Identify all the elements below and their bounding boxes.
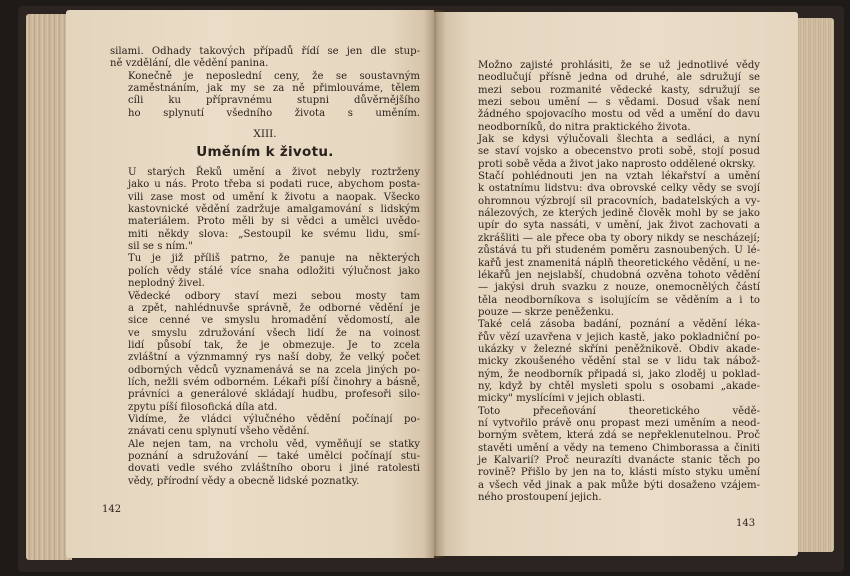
- text-line: žádného spojovacího mostu od věd a umění do davu: [478, 109, 760, 121]
- text-line: se staví vojsko a obecenstvo proti sobě, stojí posud: [478, 146, 760, 158]
- text-line: silami. Odhady takových případů řídí se jen dle stup-: [110, 46, 420, 57]
- text-line: zpytu píší filosofická díla atd.: [128, 401, 278, 413]
- text-line: nálezových, ze kterých jedině člověk mohl by se jako: [478, 208, 760, 220]
- text-line: mezi sebou umění — s vědami. Dosud však není: [478, 97, 760, 109]
- text-line: ny, když by chtěl mysleti spolu s osobami „akade-: [478, 380, 760, 392]
- text-line: ně vzdělání, dle vědění panina.: [110, 58, 269, 70]
- text-line: borným světem, která zdá se nepřeklenutelnou. Proč: [478, 430, 760, 442]
- text-line: ve smyslu združování všech lidí že na voinost: [128, 327, 420, 339]
- right-paragraph-2: [460, 134, 760, 171]
- text-line: Vidíme, že vládci výlučného vědění počínají po-: [128, 413, 420, 425]
- right-paragraph-4: [460, 319, 760, 405]
- text-line: Vědecké odbory staví mezi sebou mosty tam: [128, 290, 420, 302]
- text-line: Ale nejen tam, na vrcholu věd, vyměňují se statky: [128, 438, 420, 450]
- text-line: ní vytvořilo právě onu propast mezi uměním a neod-: [478, 417, 760, 429]
- left-page-text: [110, 46, 420, 488]
- text-line: sil se s ním.": [128, 241, 193, 253]
- text-line: proti sobě věda a život jako naprosto oddělené okrsky.: [478, 158, 756, 170]
- text-line: micky" myslícími v jejich oblasti.: [478, 393, 646, 405]
- text-line: ukázky v železné skříni peněžnikově. Obdiv akade-: [478, 343, 760, 355]
- text-line: U starých Řeků umění a život nebyly roztrženy: [128, 167, 420, 179]
- left-paragraph-1: [110, 167, 420, 253]
- text-line: a zpět, nahlédnuvše správně, že odborné vědění je: [128, 302, 420, 314]
- text-line: pouze — skrze peněženku.: [478, 306, 614, 318]
- text-line: upír do syta nassáti, v umění, jak život zachovati a: [478, 220, 760, 232]
- left-paragraph-3: [110, 291, 420, 414]
- text-line: Stačí pohlédnouti jen na vztah lékařství a umění: [478, 171, 760, 183]
- text-line: micky zkoušeného vědění stal se v lidu tak nábož-: [478, 356, 760, 368]
- text-line: lích, nežli svém odborném. Lékaři píší činohry a básně,: [128, 376, 420, 388]
- text-line: stavěti umění a vědy na temeno Chimborassa a činiti: [478, 442, 760, 454]
- text-line: ným, že neodborník připadá si, jako zloděj u poklad-: [478, 368, 760, 380]
- text-line: lidí působí tak, že je obmezuje. Je to zcela: [128, 339, 420, 351]
- text-line: odborných vědců vyznamenává se na zcela jiných po-: [128, 364, 420, 376]
- text-line: Toto přeceňování theoretického vědě-: [478, 405, 760, 417]
- text-line: materiálem. Proto měli by si vědci a umělci uvědo-: [128, 216, 420, 228]
- page-number-left: 142: [102, 504, 122, 515]
- text-line: miti někdy slova: „Sestoupil ke svému lidu, smí-: [128, 228, 420, 240]
- text-line: znávati cenu splynutí všeho vědění.: [128, 426, 310, 438]
- text-line: zkrášliti — ale přece oba ty obory nikdy se nescházejí;: [478, 232, 760, 244]
- text-line: Konečně je neposlední ceny, že se soustavným: [128, 70, 420, 82]
- right-page: [434, 12, 798, 556]
- text-line: ohromnou výzbrojí sil pracovních, badatelských a vy-: [478, 195, 760, 207]
- text-line: vědy, přírodní vědy a obecně lidské poznatky.: [128, 475, 360, 487]
- text-line: polích vědy stálé více snaha odložiti výlučnost jako: [128, 265, 420, 277]
- right-page-text: [460, 60, 760, 504]
- text-line: Možno zajisté prohlásiti, že se už jednotlivé vědy: [478, 60, 760, 71]
- left-paragraph-4: [110, 414, 420, 439]
- text-line: dovati vedle svého zvláštního oboru i jiné ratolesti: [128, 463, 420, 475]
- right-paragraph-5: [460, 406, 760, 505]
- left-intro-paragraph: [110, 46, 420, 71]
- text-line: cíli ku přípravnému stupni důvěrnějšího: [128, 95, 420, 107]
- text-line: — jakýsi druh svazku z nouze, onemocnělých částí: [478, 282, 760, 294]
- text-line: rovině? Přišlo by jen na to, klásti místo styku umění: [478, 467, 760, 479]
- text-line: poznání a sdružování — také umělci počínají stu-: [128, 450, 420, 462]
- text-line: řův vězí uzavřena v jejich kastě, jako pokladniční po-: [478, 331, 760, 343]
- text-line: kařů jest znamenitá náplň theoretického vědění, u ne-: [478, 257, 760, 269]
- right-paragraph-3: [460, 171, 760, 319]
- left-paragraph-5: [110, 439, 420, 488]
- text-line: zvláštní a význmamný rys naší doby, že velký počet: [128, 352, 420, 364]
- text-line: k ostatnímu lidstvu: dva obrovské celky vědy se svojí: [478, 183, 760, 195]
- text-line: Také celá zásoba badání, poznání a vědění léka-: [478, 319, 760, 331]
- left-paragraph-konecne: [110, 71, 420, 120]
- text-line: ho splynutí všedního života s uměním.: [128, 107, 420, 119]
- page-number-right: 143: [736, 518, 756, 529]
- text-line: ného prostoupení jejich.: [478, 492, 602, 504]
- book-gutter: [424, 10, 446, 558]
- text-line: právníci a generálové skládají hudbu, profesoři silo-: [128, 389, 420, 401]
- right-paragraph-1: [460, 60, 760, 134]
- page-edges-right: [794, 18, 834, 552]
- chapter-number: XIII.: [253, 128, 277, 141]
- text-line: Tu je již příliš patrno, že panuje na některých: [128, 253, 420, 265]
- text-line: a všech věd jinak a pak může býti dosaženo vzájem-: [478, 479, 760, 491]
- text-line: těla neodborníkova s isolujícím se věděním a i to: [478, 294, 760, 306]
- text-line: mezi sebou rozmanité vědecké kasty, sdružují se: [478, 84, 760, 96]
- text-line: zůstává tu při studeném poměru zasnoubených. U lé-: [478, 245, 760, 257]
- text-line: neodborníků, do nitra praktického života.: [478, 121, 691, 133]
- text-line: je Kalvarií? Proč neurazíti dvanácte stanic těch po: [478, 455, 760, 466]
- text-line: sice cenné ve smyslu hromadění vědomostí, ale: [128, 315, 420, 327]
- text-line: kastovnické vědění zadržuje amalgamování s lidským: [128, 204, 420, 216]
- text-line: jako u nás. Proto třeba si podati ruce, abychom posta-: [128, 179, 420, 191]
- text-line: vili zase most od umění k životu a naopak. Všecko: [128, 191, 420, 203]
- left-paragraph-2: [110, 253, 420, 290]
- text-line: zaměstnáním, jak my se za ně přimlouváme, tělem: [128, 83, 420, 95]
- chapter-title: Uměním k životu.: [196, 144, 334, 161]
- text-line: lékařů jen nejslabší, chudobná ozvěna tohoto vědění: [478, 269, 760, 281]
- text-line: neodlučují přísně jedna od druhé, ale sdružují se: [478, 72, 760, 84]
- text-line: neplodný živel.: [128, 278, 205, 290]
- left-page: [66, 10, 434, 558]
- text-line: Jak se kdysi výlučovali šlechta a sedláci, a nyní: [478, 134, 760, 146]
